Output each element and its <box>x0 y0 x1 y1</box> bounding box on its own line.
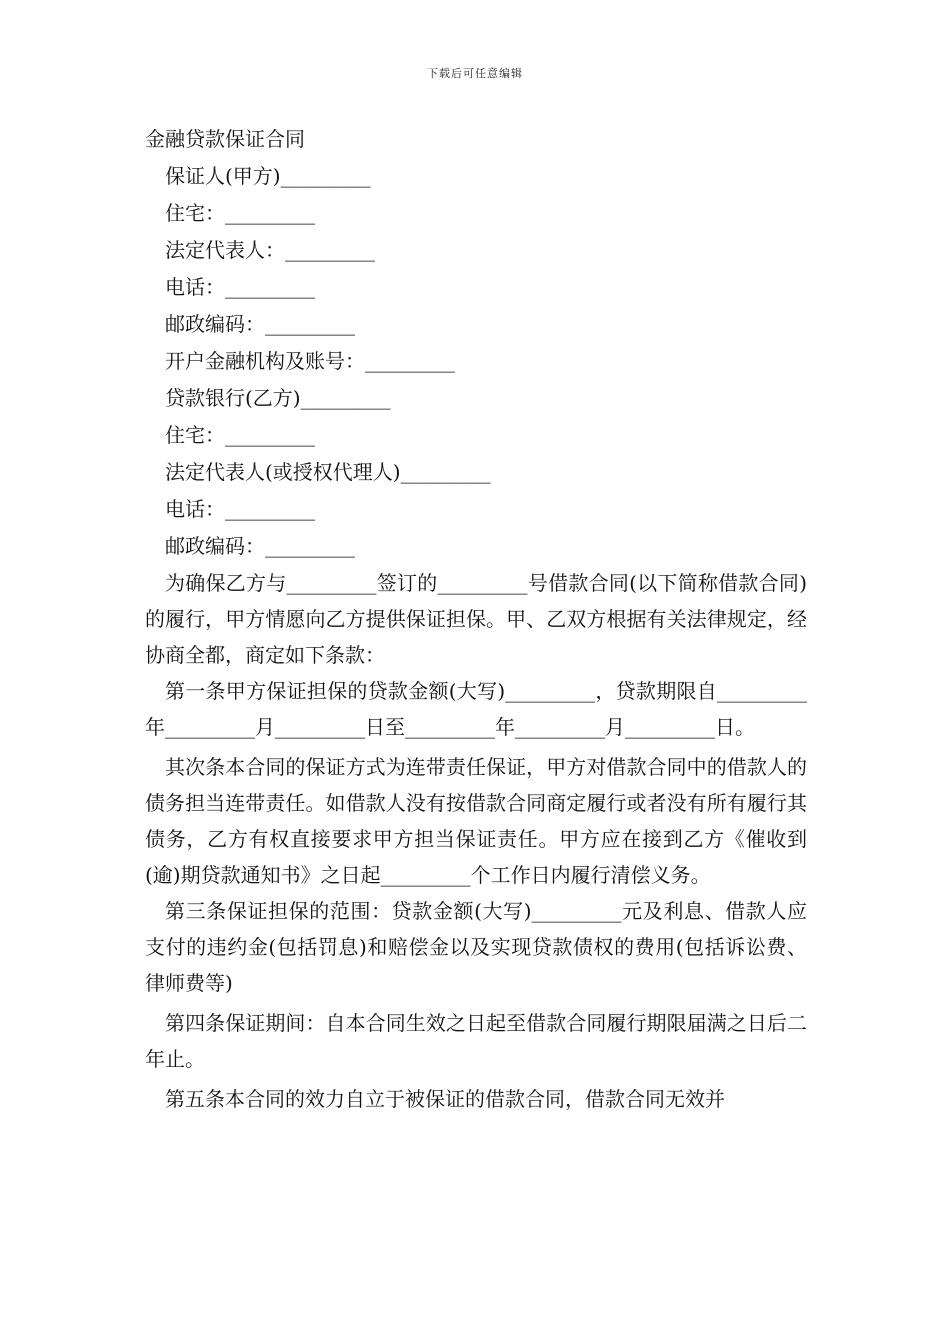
paragraph-article-2: 其次条本合同的保证方式为连带责任保证，甲方对借款合同中的借款人的债务担当连带责任。如借款人没有按借款合同商定履行或者没有所有履行其债务，乙方有权直接要求甲方担当保证责任。甲方应在接到乙方《催收到(逾)期贷款通知书》之日起_________个工作日内履行清偿义务。 <box>145 755 807 887</box>
paragraph-article-5: 第五条本合同的效力自立于被保证的借款合同，借款合同无效并 <box>165 1087 725 1111</box>
page-header-note: 下载后可任意编辑 <box>427 67 523 80</box>
contract-body <box>145 121 807 1117</box>
field-lender-bank: 贷款银行(乙方)_________ <box>165 386 391 410</box>
paragraph-article-1: 第一条甲方保证担保的贷款金额(大写)_________，贷款期限自_________年_________月_________日至_________年_________月_________日。 <box>145 679 807 739</box>
paragraph-preamble: 为确保乙方与_________签订的_________号借款合同(以下简称借款合同)的履行，甲方情愿向乙方提供保证担保。甲、乙双方根据有关法律规定，经协商全都，商定如下条款： <box>145 571 807 667</box>
field-lender-legal-rep: 法定代表人(或授权代理人)_________ <box>165 460 491 484</box>
field-guarantor-legal-rep: 法定代表人：_________ <box>165 238 375 262</box>
field-guarantor: 保证人(甲方)_________ <box>165 164 371 188</box>
paragraph-article-4: 第四条保证期间：自本合同生效之日起至借款合同履行期限届满之日后二年止。 <box>145 1011 807 1071</box>
field-guarantor-postcode: 邮政编码：_________ <box>165 312 355 336</box>
field-lender-phone: 电话：_________ <box>165 497 315 521</box>
field-lender-postcode: 邮政编码：_________ <box>165 534 355 558</box>
field-lender-address: 住宅：_________ <box>165 423 315 447</box>
field-guarantor-address: 住宅：_________ <box>165 201 315 225</box>
document-title: 金融贷款保证合同 <box>145 127 305 151</box>
field-guarantor-phone: 电话：_________ <box>165 275 315 299</box>
field-guarantor-bank-account: 开户金融机构及账号：_________ <box>165 349 455 373</box>
paragraph-article-3: 第三条保证担保的范围：贷款金额(大写)_________元及利息、借款人应支付的违约金(包括罚息)和赔偿金以及实现贷款债权的费用(包括诉讼费、律师费等) <box>145 899 807 995</box>
